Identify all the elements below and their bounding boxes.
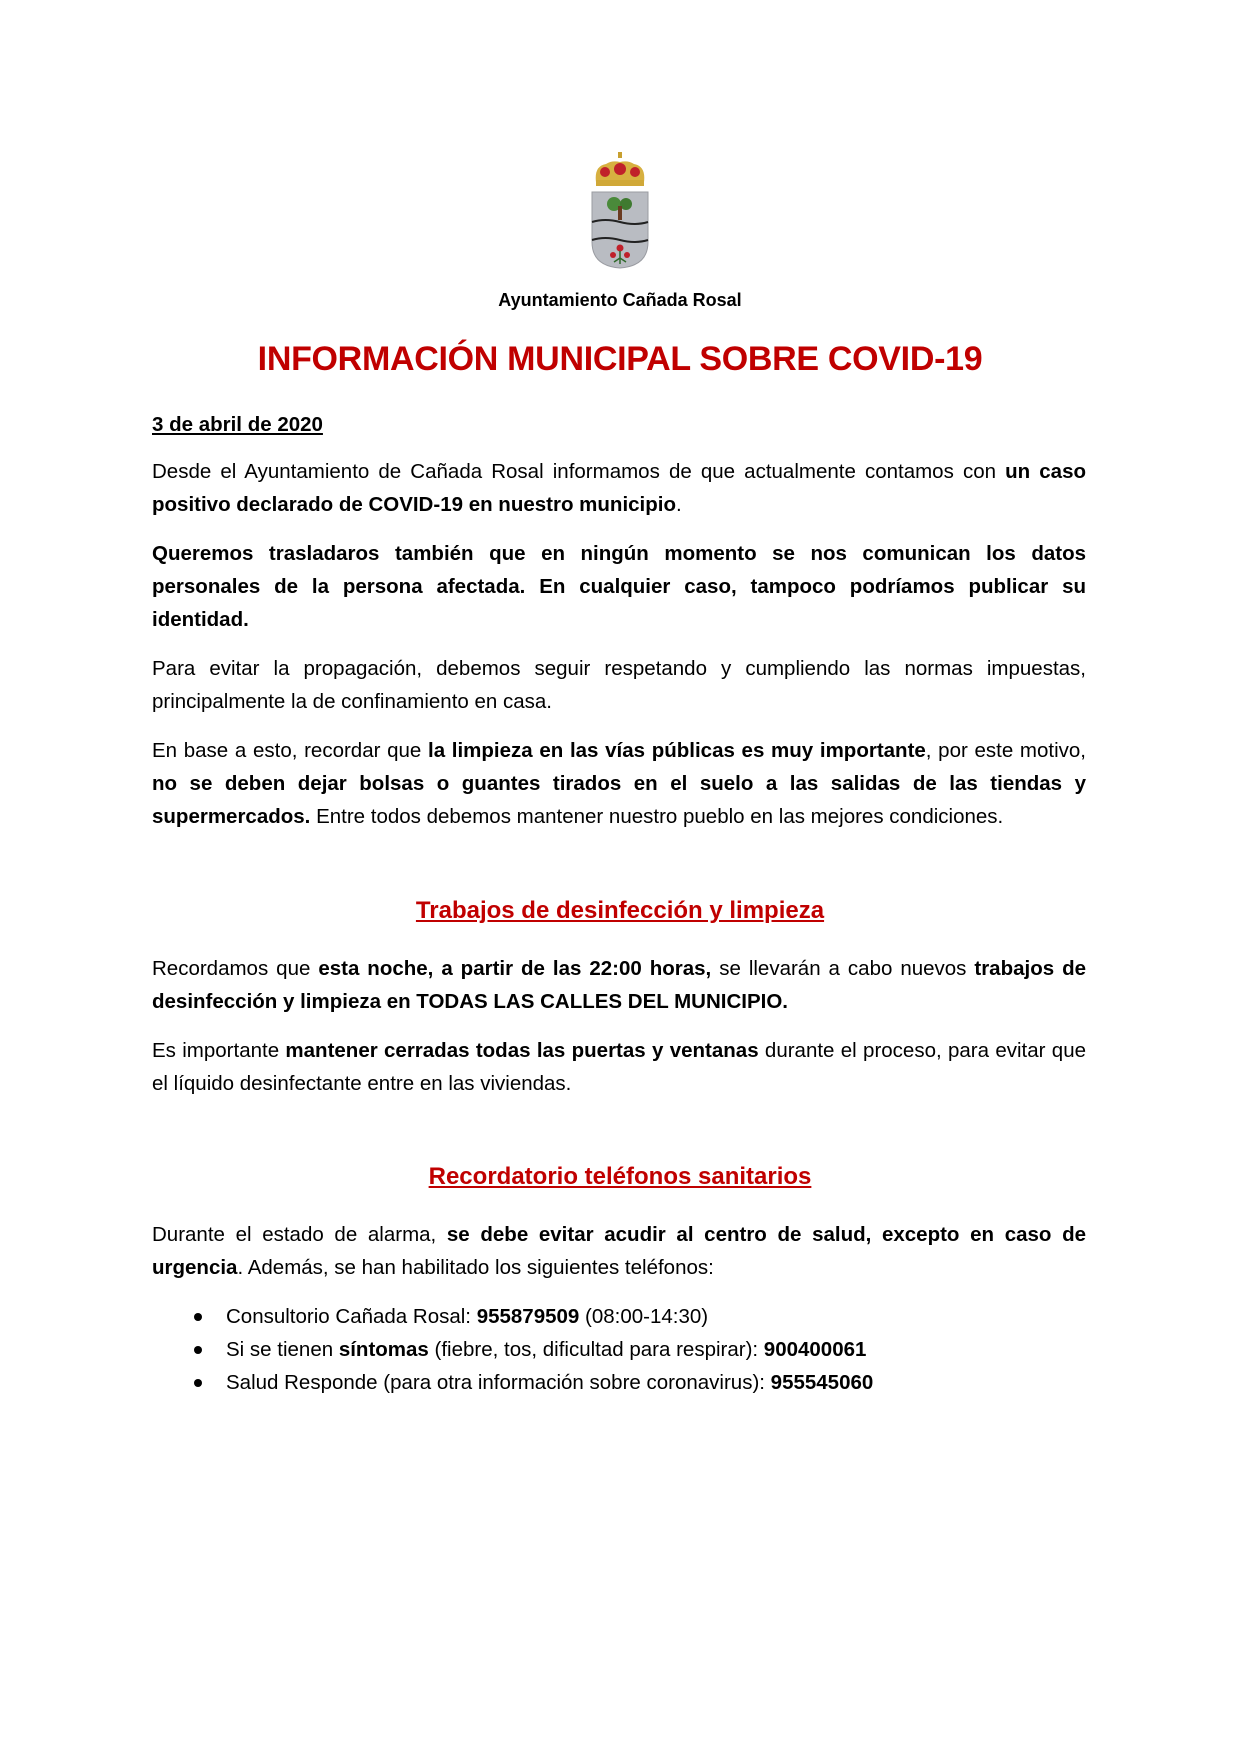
text: Desde el Ayuntamiento de Cañada Rosal informamos de que actualmente contamos con xyxy=(152,460,1006,483)
text: Recordamos que xyxy=(152,957,319,980)
section-heading-cleaning: Trabajos de desinfección y limpieza xyxy=(415,897,825,924)
health-center-paragraph xyxy=(152,1218,1086,1284)
text: Consultorio Cañada Rosal: xyxy=(226,1305,477,1328)
bold-text: 955545060 xyxy=(770,1371,874,1394)
text: Durante el estado de alarma, xyxy=(152,1223,447,1246)
cleaning-schedule-paragraph xyxy=(152,952,1086,1018)
bold-text: Queremos trasladaros también que en ningún momento se nos comunican los datos personales de la persona afectada. En cualquier caso, tampoco podríamos publicar su identidad. xyxy=(152,542,1086,631)
bold-text: la limpieza en las vías públicas es muy importante xyxy=(428,739,926,762)
phone-item-salud-responde xyxy=(190,1366,1090,1399)
text: En base a esto, recordar que xyxy=(152,739,428,762)
intro-paragraph-1 xyxy=(152,455,1086,521)
section-heading-phones: Recordatorio teléfonos sanitarios xyxy=(428,1163,812,1190)
cleanliness-paragraph xyxy=(152,734,1086,833)
privacy-paragraph xyxy=(152,537,1086,636)
confinement-paragraph xyxy=(152,652,1086,718)
text: (08:00-14:30) xyxy=(579,1305,709,1328)
coat-of-arms-icon xyxy=(590,152,650,270)
bold-text: 900400061 xyxy=(763,1338,867,1361)
text: Si se tienen xyxy=(226,1338,339,1361)
bold-text: síntomas xyxy=(338,1338,429,1361)
text: se llevarán a cabo nuevos xyxy=(711,957,975,980)
bold-text: trabajos de desinfección y limpieza en TODAS LAS CALLES DEL MUNICIPIO. xyxy=(152,957,1086,1013)
text: , por este motivo, xyxy=(925,739,1086,762)
document-date: 3 de abril de 2020 xyxy=(152,413,323,436)
text: Entre todos debemos mantener nuestro pueblo en las mejores condiciones. xyxy=(310,805,1004,828)
phone-list xyxy=(190,1300,1090,1399)
bold-text: 955879509 xyxy=(476,1305,580,1328)
text: . Además, se han habilitado los siguientes teléfonos: xyxy=(237,1256,714,1279)
bold-text: se debe evitar acudir al centro de salud, excepto en caso de urgencia xyxy=(152,1223,1086,1279)
phone-item-symptoms xyxy=(190,1333,1090,1366)
text: Para evitar la propagación, debemos seguir respetando y cumpliendo las normas impuestas, principalmente la de confinamiento en casa. xyxy=(152,657,1086,713)
text: Salud Responde (para otra información sobre coronavirus): xyxy=(226,1371,771,1394)
organization-name: Ayuntamiento Cañada Rosal xyxy=(498,290,742,310)
bold-text: esta noche, a partir de las 22:00 horas, xyxy=(318,957,712,980)
bold-text: no se deben dejar bolsas o guantes tirados en el suelo a las salidas de las tiendas y supermercados. xyxy=(152,772,1086,828)
text: . xyxy=(675,493,682,516)
bold-text: mantener cerradas todas las puertas y ventanas xyxy=(285,1039,759,1062)
text: (fiebre, tos, dificultad para respirar): xyxy=(428,1338,764,1361)
text: durante el proceso, para evitar que el líquido desinfectante entre en las viviendas. xyxy=(152,1039,1086,1095)
document-title: INFORMACIÓN MUNICIPAL SOBRE COVID-19 xyxy=(257,340,983,378)
text: Es importante xyxy=(152,1039,286,1062)
doors-windows-paragraph xyxy=(152,1034,1086,1100)
bold-text: un caso positivo declarado de COVID-19 en nuestro municipio xyxy=(152,460,1086,516)
phone-item-consultorio xyxy=(190,1300,1090,1333)
